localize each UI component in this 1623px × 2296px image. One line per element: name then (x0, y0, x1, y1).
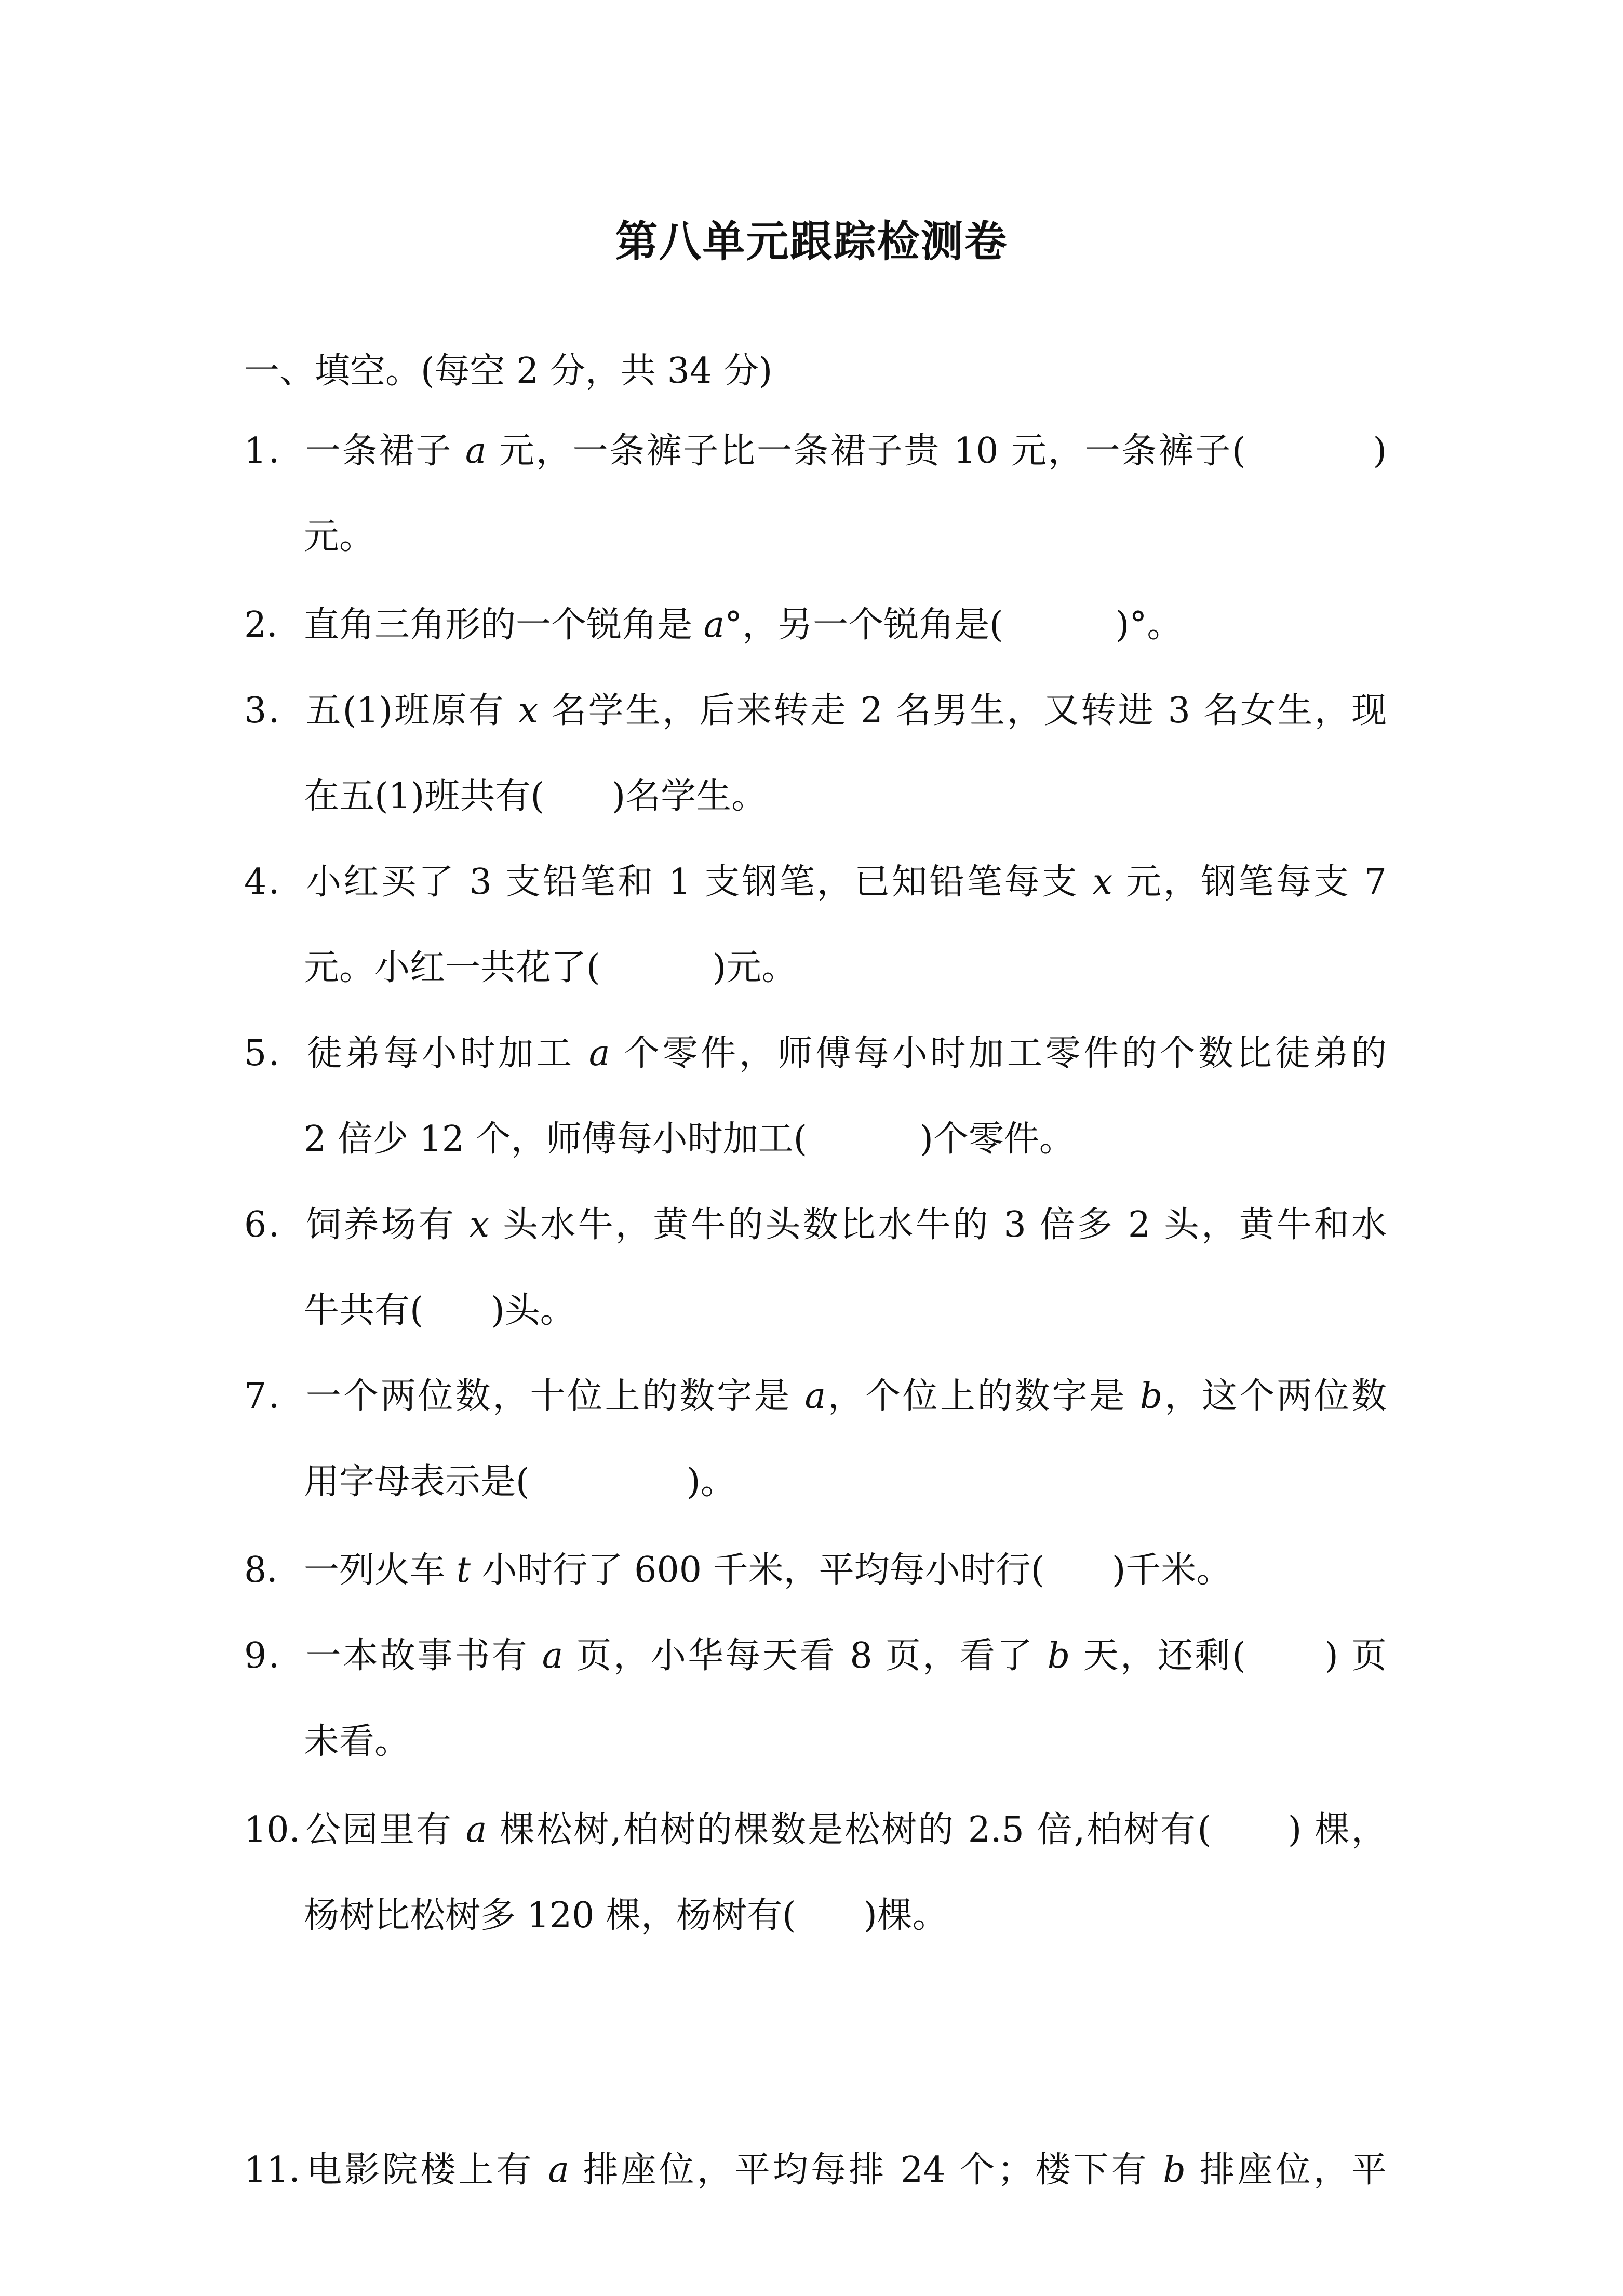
answer-blank[interactable] (544, 776, 612, 817)
question-4-line-2: 元。小红一共花了( )元。 (304, 947, 797, 988)
question-4-line-1: 4．小红买了 3 支铅笔和 1 支钢笔，已知铅笔每支 x 元，钢笔每支 7 (244, 862, 1387, 903)
answer-blank[interactable] (424, 1290, 491, 1331)
question-1-line-1: 1．一条裙子 a 元，一条裤子比一条裙子贵 10 元，一条裤子( ) (244, 431, 1387, 472)
question-6-line-2: 牛共有( )头。 (304, 1290, 575, 1331)
answer-blank[interactable] (1246, 1635, 1325, 1676)
question-1-line-2: 元。 (304, 516, 375, 557)
question-8-line-1: 8．一列火车 t 小时行了 600 千米，平均每小时行( )千米。 (244, 1550, 1232, 1591)
answer-blank[interactable] (530, 1461, 687, 1502)
question-9-line-1: 9．一本故事书有 a 页，小华每天看 8 页，看了 b 天，还剩( ) 页 (244, 1635, 1387, 1676)
answer-blank[interactable] (600, 947, 713, 988)
question-6-line-1: 6．饲养场有 x 头水牛，黄牛的头数比水牛的 3 倍多 2 头，黄牛和水 (244, 1204, 1387, 1245)
question-9-line-2: 未看。 (304, 1721, 410, 1762)
question-5-line-1: 5．徒弟每小时加工 a 个零件，师傅每小时加工零件的个数比徒弟的 (244, 1033, 1387, 1074)
section-heading: 一、填空。(每空 2 分，共 34 分) (244, 351, 773, 392)
question-11-line-1: 11．电影院楼上有 a 排座位，平均每排 24 个；楼下有 b 排座位，平 (244, 2150, 1387, 2191)
question-3-line-2: 在五(1)班共有( )名学生。 (304, 776, 767, 817)
question-5-line-2: 2 倍少 12 个，师傅每小时加工( )个零件。 (304, 1119, 1075, 1160)
answer-blank[interactable] (1044, 1550, 1112, 1591)
question-10-line-2: 杨树比松树多 120 棵，杨树有( )棵。 (304, 1895, 948, 1936)
page-title: 第八单元跟踪检测卷 (615, 217, 1008, 266)
answer-blank[interactable] (1211, 1809, 1288, 1850)
answer-blank[interactable] (807, 1119, 919, 1160)
answer-blank[interactable] (1003, 605, 1116, 646)
answer-blank[interactable] (1246, 431, 1373, 472)
question-10-line-1: 10. 公园里有 a 棵松树,柏树的棵数是松树的 2.5 倍,柏树有( ) 棵， (244, 1809, 1387, 1850)
answer-blank[interactable] (796, 1895, 864, 1936)
question-2-line-1: 2．直角三角形的一个锐角是 a°，另一个锐角是( )°。 (244, 605, 1183, 646)
question-3-line-1: 3．五(1)班原有 x 名学生，后来转走 2 名男生，又转进 3 名女生，现 (244, 690, 1387, 731)
question-7-line-2: 用字母表示是( )。 (304, 1461, 736, 1502)
question-7-line-1: 7．一个两位数，十位上的数字是 a，个位上的数字是 b，这个两位数 (244, 1376, 1387, 1417)
